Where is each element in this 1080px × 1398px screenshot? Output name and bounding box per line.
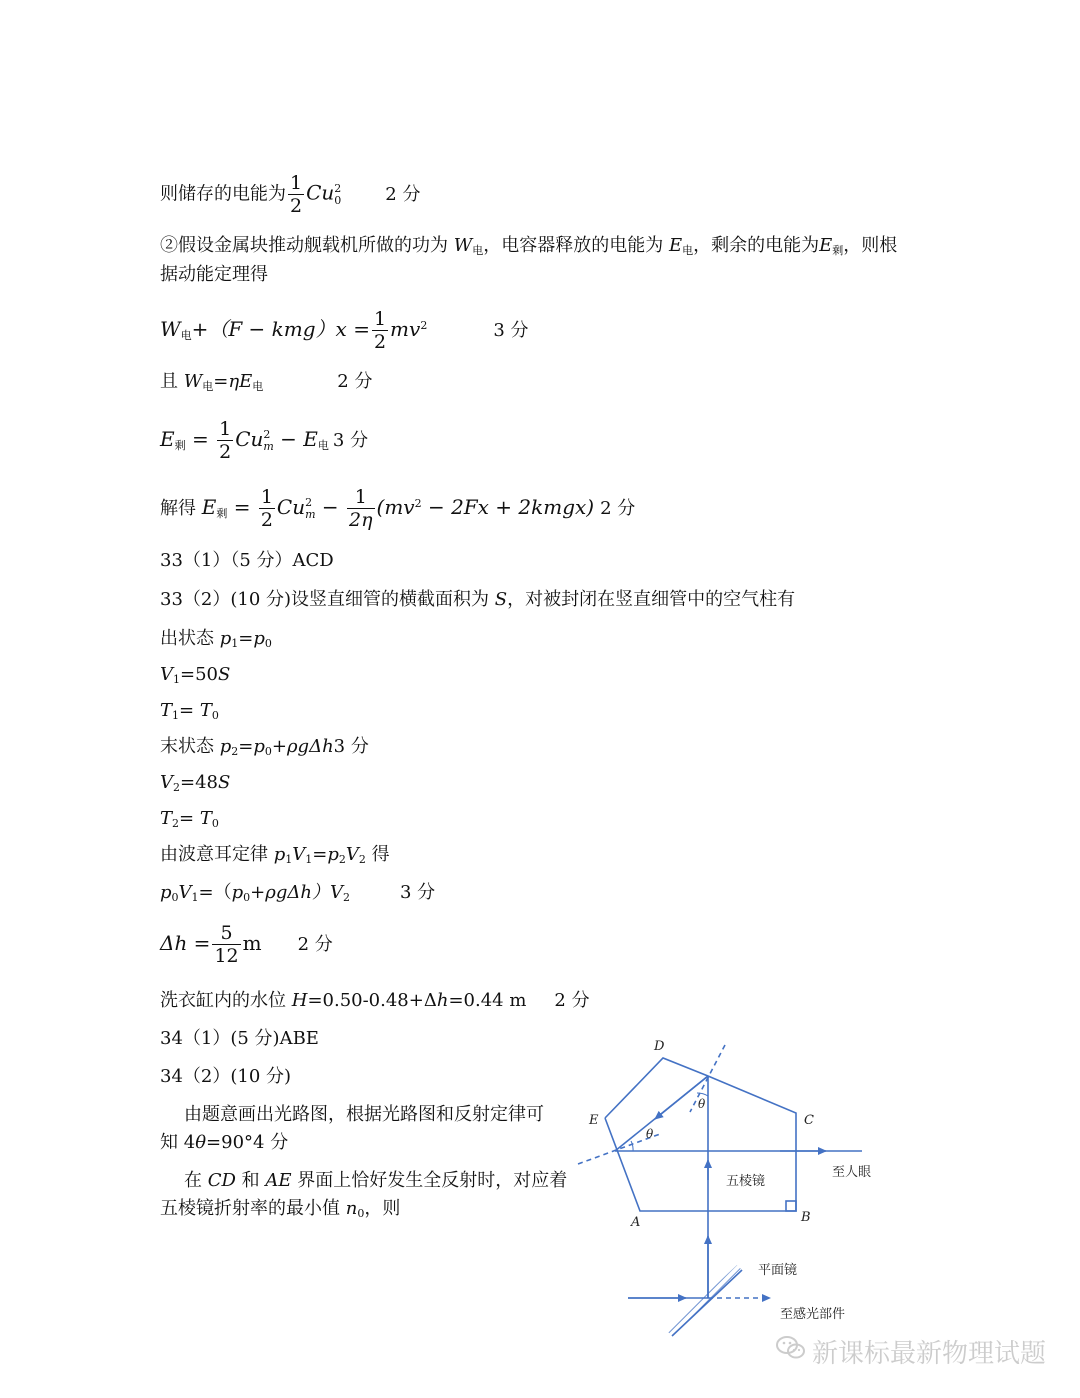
q34-part2: 34（2）(10 分) [160,1066,292,1087]
plane-mirror [667,1265,742,1336]
pentaprism-diagram [560,1030,880,1350]
initial-state-t: T1= T0 [160,700,219,722]
theta-label-left: θ [646,1127,654,1141]
boyle-law-line: 由波意耳定律 p1V1=p2V2 得 [160,844,390,866]
work-assumption-line-cont: 据动能定理得 [160,264,268,285]
wechat-watermark [776,1333,1046,1370]
efficiency-equation: 且 W电=ηE电 2 分 [160,371,373,393]
fraction: $\frac{1}{2}$ [290,172,303,217]
vertex-d-label: D [654,1039,665,1054]
vertex-b-label: B [801,1210,811,1225]
explanation-paragraph-1: 由题意画出光路图，根据光路图和反射定律可 知 4θ=90°4 分 [160,1104,544,1153]
right-angle-mark [786,1201,796,1211]
q33-part1: 33（1）（5 分）ACD [160,550,334,571]
prism-outline [605,1058,796,1211]
remaining-energy-equation: E剩 = $\frac{1}{2}$ Cu 2 m − E电 3 分 [160,418,369,463]
theta-label-top: θ [698,1097,706,1111]
delta-h-equation: Δh = $\frac{5}{12}$ m 2 分 [160,922,333,967]
q33-part2: 33（2）(10 分)设竖直细管的横截面积为 S，对被封闭在竖直细管中的空气柱有 [160,589,796,610]
explanation-paragraph-2: 在 CD 和 AE 界面上恰好发生全反射时，对应着 五棱镜折射率的最小值 n0，则 [160,1170,568,1220]
kinetic-energy-equation: W电+（F − kmg）x = $\frac{1}{2}$ $mv^2$ 3 分 [160,308,529,353]
initial-state-v: V1=50S [160,664,231,686]
solution-equation: 解得 E剩 = $\frac{1}{2}$ Cu 2 m − $\frac{1}{2\eta}$ ($mv^2 - 2Fx$ + 2kmgx) 2 分 [160,486,636,531]
final-state-v: V2=48S [160,772,231,794]
final-state-t: T2= T0 [160,808,219,830]
stored-energy-line: 则储存的电能为 $\frac{1}{2}$ Cu 2 0 2 分 [160,172,421,217]
prism-label: 五棱镜 [726,1174,766,1189]
final-state-p: 末状态 p2=p0+ρgΔh3 分 [160,736,369,758]
vertex-e-label: E [589,1113,599,1128]
vertex-c-label: C [804,1113,814,1128]
work-assumption-line: ②假设金属块推动舰载机所做的功为 W电，电容器释放的电能为 E电，剩余的电能为E剩，则根 [160,235,898,257]
initial-state-p: 出状态 p1=p0 [160,628,272,650]
substitution-line: p0V1=（p0+ρgΔh）V2 3 分 [160,882,436,904]
vertex-a-label: A [631,1215,641,1230]
eye-label: 至人眼 [832,1165,872,1180]
wechat-icon [776,1335,806,1368]
q34-part1: 34（1）(5 分)ABE [160,1028,319,1049]
watermark-text: 新课标最新物理试题 [811,1339,1046,1369]
water-level-line: 洗衣缸内的水位 H=0.50-0.48+Δh=0.44 m 2 分 [160,990,590,1011]
mirror-label: 平面镜 [758,1263,798,1278]
sensor-label: 至感光部件 [780,1307,846,1322]
